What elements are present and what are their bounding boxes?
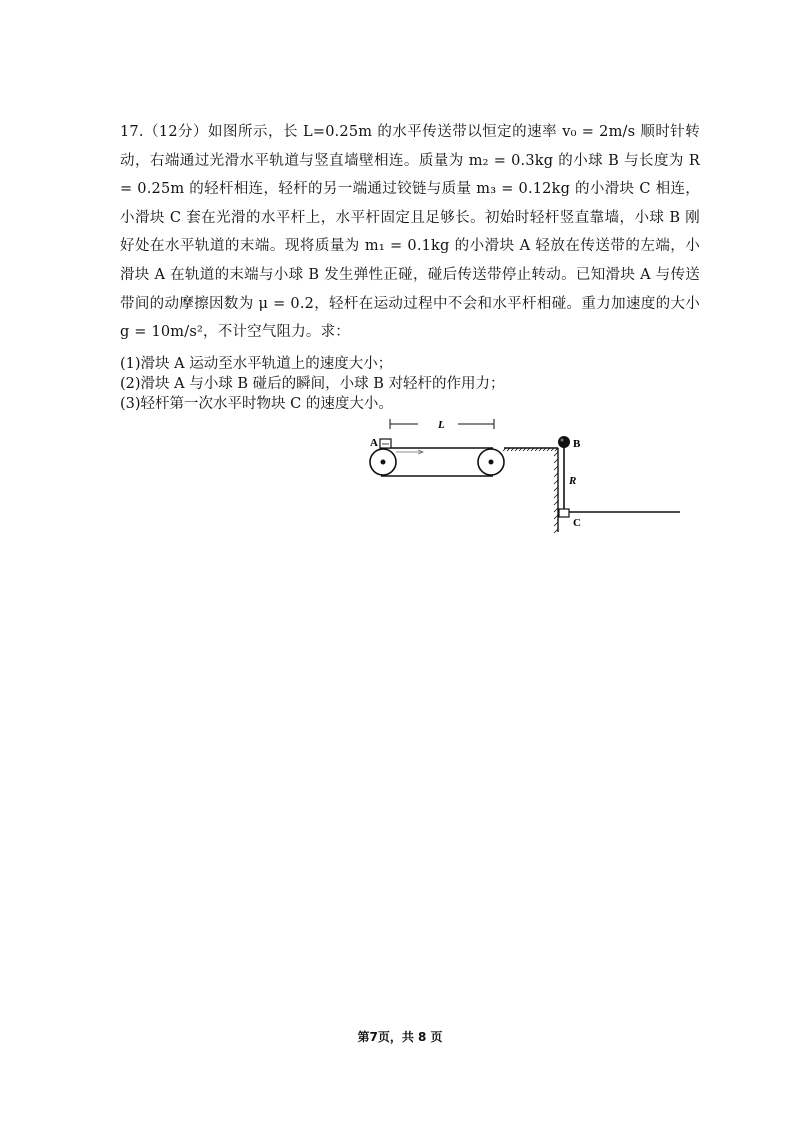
length-label: L bbox=[438, 419, 445, 431]
page-footer: 第7页，共 8 页 bbox=[357, 1030, 443, 1044]
question-3: (3)轻杆第一次水平时物块 C 的速度大小。 bbox=[120, 396, 393, 412]
question-1: (1)滑块 A 运动至水平轨道上的速度大小； bbox=[120, 356, 393, 372]
question-list bbox=[120, 354, 700, 414]
vertical-wall bbox=[554, 448, 558, 533]
problem-17 bbox=[120, 118, 700, 347]
question-2: (2)滑块 A 与小球 B 碰后的瞬间，小球 B 对轻杆的作用力； bbox=[120, 376, 505, 392]
conveyor-diagram bbox=[360, 412, 690, 542]
ball-b bbox=[558, 436, 581, 450]
problem-statement: 17.（12分）如图所示，长 L=0.25m 的水平传送带以恒定的速率 v₀ = 2m/s 顺时针转动，右端通过光滑水平轨道与竖直墙壁相连。质量为 m₂ = 0.3kg 的小球 B 与长度为 R = 0.25m 的轻杆相连，轻杆的另一端通过铰链与质量 m₃ = 0.12kg 的小滑块 C 相连，小滑块 C 套在光滑的水平杆上，水平杆固定且足够长。初始时轻杆竖直靠墙，小球 B 刚好处在水平轨道的末端。现将质量为 m₁ = 0.1kg 的小滑块 A 轻放在传送带的左端，小滑块 A 在轨道的末端与小球 B 发生弹性正碰，碰后传送带停止转动。已知滑块 A 与传送带间的动摩擦因数为 μ = 0.2，轻杆在运动过程中不会和水平杆相碰。重力加速度的大小 g = 10m/s²，不计空气阻力。求： bbox=[120, 124, 700, 341]
ball-b-label: B bbox=[573, 438, 581, 450]
length-marker bbox=[390, 419, 494, 431]
block-a-label: A bbox=[370, 437, 378, 449]
rod-label: R bbox=[569, 475, 577, 487]
conveyor-belt bbox=[370, 448, 504, 476]
horizontal-track bbox=[503, 448, 558, 451]
block-c bbox=[559, 509, 680, 529]
block-a bbox=[370, 437, 391, 449]
block-c-label: C bbox=[573, 517, 581, 529]
